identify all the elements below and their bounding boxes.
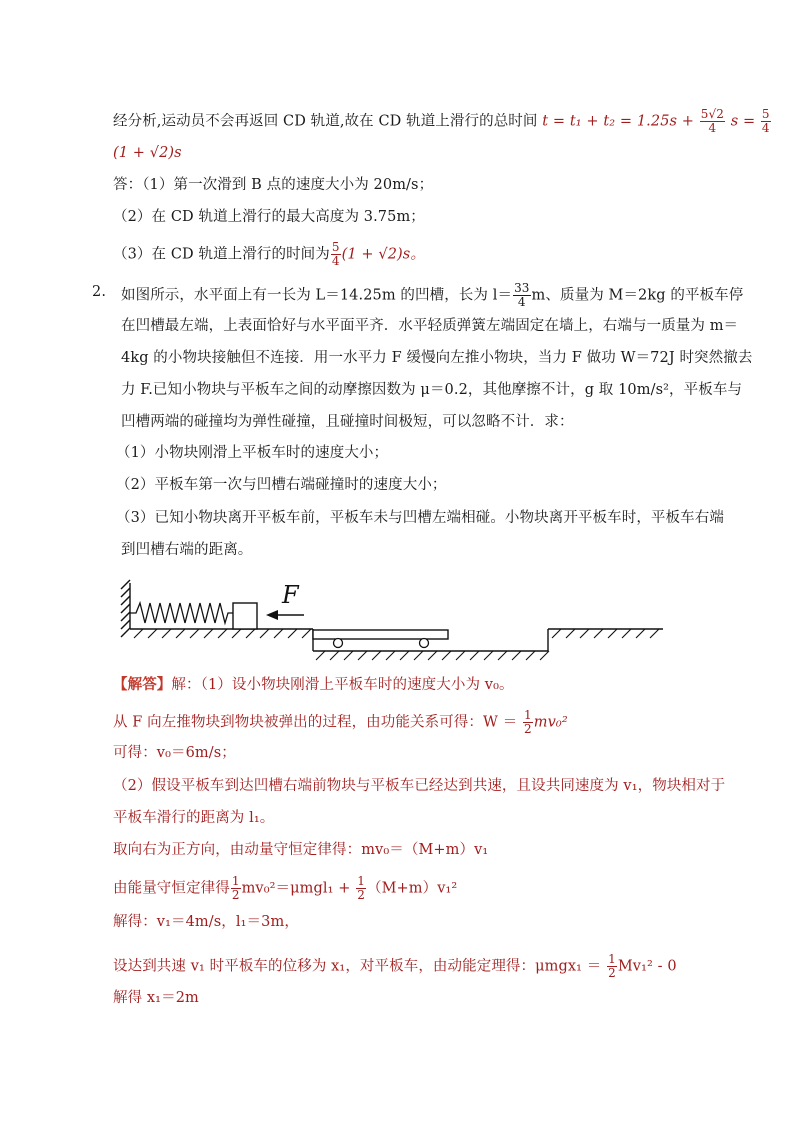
solution-line-10: 解得 x₁＝2m	[113, 990, 199, 1006]
prev-line1-t: t	[542, 113, 549, 130]
ground-left-hatch	[134, 629, 311, 638]
question-2: （2）平板车第一次与凹槽右端碰撞时的速度大小；	[116, 477, 447, 493]
prev-line-2	[113, 143, 182, 163]
force-arrow	[266, 610, 304, 620]
small-block	[233, 603, 257, 629]
cart-wheel-right	[420, 639, 429, 648]
cart-board	[313, 630, 448, 639]
prev-answer-1	[113, 175, 433, 195]
prev-line-1	[113, 108, 772, 135]
prev-answer-3	[113, 241, 425, 268]
problem-line-2: 在凹槽最左端，上表面恰好与水平面平齐．水平轻质弹簧左端固定在墙上，右端与一质量为 m＝	[121, 318, 739, 334]
prev-frac-5-over-4: $\frac{5}{4}$	[761, 107, 770, 135]
solution-line-7: 由能量守恒定律得 $\frac{1}{2}$ mv₀²＝μmgl₁ + $\frac{1}{2}$ （M+m）v₁²	[113, 874, 458, 902]
problem-line-3: 4kg 的小物块接触但不连接．用一水平力 F 缓慢向左推小物块，当力 F 做功 W＝72J 时突然撤去	[121, 350, 753, 366]
spring	[130, 603, 233, 623]
prev-line2-expr: (1 + √2)s	[113, 145, 182, 161]
solution-tag: 【解答】	[113, 676, 172, 693]
prev-line1-text: 经分析,运动员不会再返回 CD 轨道,故在 CD 轨道上滑行的总时间	[113, 113, 538, 130]
solution-line-4: （2）假设平板车到达凹槽右端前物块与平板车已经达到共速，且设共同速度为 v₁，物块相对于	[113, 778, 726, 794]
prev-answer-2-text: （2）在 CD 轨道上滑行的最大高度为 3.75m；	[113, 209, 425, 225]
solution-line-9: 设达到共速 v₁ 时平板车的位移为 x₁，对平板车，由动能定理得：μmgx₁ ＝ $\frac{1}{2}$ Mv₁² - 0	[113, 952, 677, 980]
problem-line-1-b: m、质量为 M＝2kg 的平板车停	[531, 287, 744, 304]
solution-frac-half-4: $\frac{1}{2}$	[608, 952, 616, 980]
groove-bottom-hatch	[316, 651, 549, 660]
prev-answer-3-pre: （3）在 CD 轨道上滑行的时间为	[113, 246, 330, 263]
problem-frac-33-over-4: $\frac{33}{4}$	[514, 281, 530, 309]
solution-line-5: 平板车滑行的距离为 l₁。	[113, 810, 275, 826]
problem-line-5: 凹槽两端的碰撞均为弹性碰撞，且碰撞时间极短，可以忽略不计．求：	[121, 414, 574, 430]
force-label: F	[282, 581, 299, 609]
prev-line1-eq: =	[552, 113, 566, 130]
prev-line1-s-eq: s =	[730, 113, 756, 130]
physics-figure	[118, 575, 678, 665]
prev-answer-1-text: 答：（1）第一次滑到 B 点的速度大小为 20m/s；	[113, 177, 434, 193]
question-3-b: 到凹槽右端的距离。	[121, 542, 253, 558]
solution-line-1-text: 解：（1）设小物块刚滑上平板车时的速度大小为 v₀。	[171, 677, 514, 693]
prev-frac-5sqrt2-over-4: $\frac{5√2}{4}$	[700, 107, 724, 135]
solution-line-1	[113, 675, 514, 695]
prev-answer-2	[113, 207, 425, 227]
problem-line-4: 力 F.已知小物块与平板车之间的动摩擦因数为 μ＝0.2，其他摩擦不计，g 取 10m/s²，平板车与	[121, 382, 743, 398]
solution-frac-half-3: $\frac{1}{2}$	[357, 874, 365, 902]
prev-line1-expr: t₁ + t₂ = 1.25s +	[569, 113, 695, 130]
prev-answer-3-post: (1 + √2)s。	[341, 246, 425, 263]
problem-line-1	[121, 282, 743, 309]
solution-frac-half-2: $\frac{1}{2}$	[231, 874, 240, 902]
prev-answer-3-frac: $\frac{5}{4}$	[331, 240, 340, 268]
cart-wheel-left	[334, 639, 343, 648]
solution-line-8: 解得：v₁＝4m/s，l₁＝3m，	[113, 914, 299, 930]
ground-right-hatch	[552, 629, 659, 638]
solution-frac-half-1: $\frac{1}{2}$	[524, 708, 532, 736]
problem-number: 2.	[92, 284, 107, 300]
question-1: （1）小物块刚滑上平板车时的速度大小；	[116, 445, 389, 461]
solution-line-3: 可得：v₀＝6m/s；	[113, 745, 236, 761]
solution-line-2: 从 F 向左推物块到物块被弹出的过程，由功能关系可得：W ＝ $\frac{1}{2}$ mv₀²	[113, 708, 568, 736]
question-3-a: （3）已知小物块离开平板车前，平板车未与凹槽左端相碰。小物块离开平板车时，平板车右端	[116, 510, 724, 526]
problem-line-1-a: 如图所示，水平面上有一长为 L＝14.25m 的凹槽，长为 l＝	[121, 287, 513, 304]
solution-line-6: 取向右为正方向，由动量守恒定律得：mv₀＝（M+m）v₁	[113, 842, 489, 858]
